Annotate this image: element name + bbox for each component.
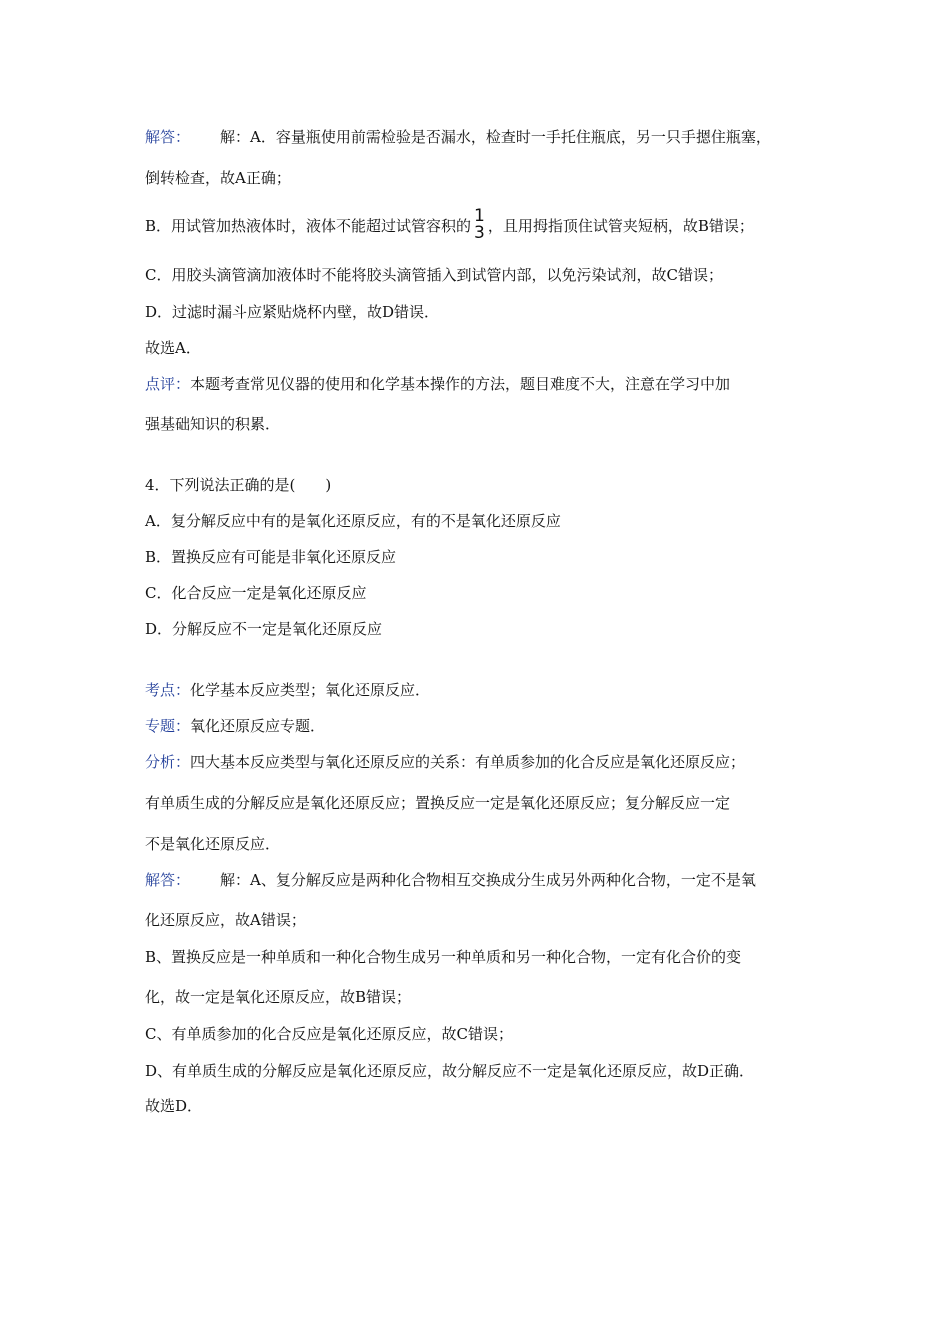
dianping-label: 点评：: [145, 375, 191, 393]
q3-b-text-before: B．用试管加热液体时，液体不能超过试管容积的: [145, 217, 472, 235]
q3-dianping-line-2: 强基础知识的积累．: [145, 415, 281, 433]
q3-option-b-line: [145, 206, 754, 244]
q4-fenxi-line-1: [145, 752, 745, 772]
q4-option-d: D．分解反应不一定是氧化还原反应: [145, 620, 383, 638]
fenxi-label: 分析：: [145, 753, 191, 771]
q4-jieda-line-1: [145, 870, 756, 890]
q4-zhuanti-line: [145, 716, 325, 736]
q4-option-b: B．置换反应有可能是非氧化还原反应: [145, 548, 397, 566]
kaodian-label: 考点：: [145, 681, 191, 699]
q3-option-d-line: D．过滤时漏斗应紧贴烧杯内壁，故D错误．: [145, 303, 440, 321]
q4-fenxi-line-3: 不是氧化还原反应．: [145, 835, 281, 853]
q4-c-line: C、有单质参加的化合反应是氧化还原反应，故C错误；: [145, 1025, 513, 1043]
q4-kaodian-text: 化学基本反应类型；氧化还原反应．: [190, 681, 431, 699]
q4-kaodian-line: [145, 680, 430, 700]
q4-b-line-1: B、置换反应是一种单质和一种化合物生成另一种单质和另一种化合物，一定有化合价的变: [145, 948, 742, 966]
q3-dianping-line-1: [145, 374, 730, 394]
q3-answer: 故选A．: [145, 339, 201, 357]
fraction-numerator: 1: [474, 206, 485, 226]
q4-jieda-line-2: 化还原反应，故A错误；: [145, 911, 306, 929]
q3-jieda-line-2: 倒转检查，故A正确；: [145, 169, 291, 187]
q3-option-c-line: C．用胶头滴管滴加液体时不能将胶头滴管插入到试管内部，以免污染试剂，故C错误；: [145, 266, 723, 284]
zhuanti-label: 专题：: [145, 717, 191, 735]
q4-b-line-2: 化，故一定是氧化还原反应，故B错误；: [145, 988, 412, 1006]
q4-jieda-text-1: 解：A、复分解反应是两种化合物相互交换成分生成另外两种化合物，一定不是氧: [220, 871, 756, 889]
q3-b-text-after: ，且用拇指顶住试管夹短柄，故B错误；: [487, 217, 754, 235]
fraction-denominator: 3: [474, 223, 485, 243]
q4-zhuanti-text: 氧化还原反应专题．: [190, 717, 326, 735]
q4-answer: 故选D．: [145, 1097, 203, 1115]
q4-option-c: C．化合反应一定是氧化还原反应: [145, 584, 367, 602]
q4-stem: 4．下列说法正确的是( ): [145, 476, 332, 494]
q4-fenxi-line-2: 有单质生成的分解反应是氧化还原反应；置换反应一定是氧化还原反应；复分解反应一定: [145, 794, 731, 812]
q4-option-a: A．复分解反应中有的是氧化还原反应，有的不是氧化还原反应: [145, 512, 561, 530]
q3-jieda-text-1: 解：A．容量瓶使用前需检验是否漏水，检查时一手托住瓶底，另一只手摁住瓶塞，: [220, 128, 771, 146]
jieda-label: 解答：: [145, 128, 191, 146]
q3-jieda-line-1: [145, 127, 771, 147]
fraction-one-third: [474, 208, 485, 242]
q4-d-line: D、有单质生成的分解反应是氧化还原反应，故分解反应不一定是氧化还原反应，故D正确．: [145, 1062, 755, 1080]
jieda-label: 解答：: [145, 871, 191, 889]
q3-dianping-text-1: 本题考查常见仪器的使用和化学基本操作的方法，题目难度不大，注意在学习中加: [190, 375, 731, 393]
q4-fenxi-text-1: 四大基本反应类型与氧化还原反应的关系：有单质参加的化合反应是氧化还原反应；: [190, 753, 746, 771]
